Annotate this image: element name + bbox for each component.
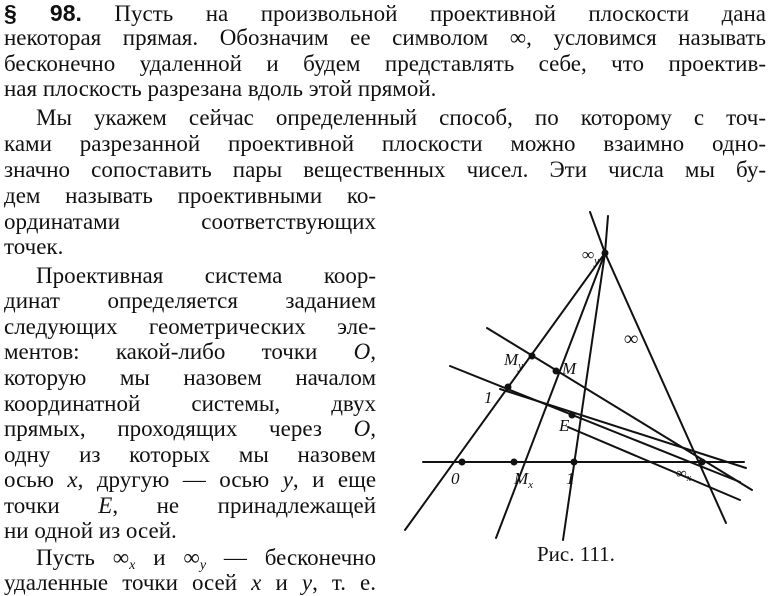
text-span: ментов: какой-либо точки — [4, 339, 354, 364]
label-e: E — [559, 416, 570, 435]
text-line: которую мы назовем началом — [4, 365, 376, 390]
label-one-x: 1 — [566, 469, 575, 488]
text-span: , другую — осью — [77, 467, 283, 492]
text-span: x — [251, 570, 262, 595]
line-inf-y-up-2 — [605, 216, 608, 253]
point-inf-y — [602, 250, 609, 257]
text-span: , и еще — [292, 467, 377, 492]
text-line: ни одной из осей. — [4, 518, 177, 543]
point-m-x — [511, 459, 518, 466]
text-span: y — [282, 467, 293, 492]
text-span: , т. е. — [312, 570, 376, 595]
subscript: y — [199, 558, 207, 573]
text-span: и — [261, 570, 302, 595]
text-span: Пусть ∞ — [36, 545, 130, 570]
line-inf-y-to-mx — [496, 253, 605, 538]
text-span: y — [301, 570, 313, 595]
text-span: , не принадлежащей — [112, 493, 377, 518]
text-line: дем называть проективными ко- — [4, 183, 376, 208]
text-span: O, — [353, 339, 376, 364]
text-line — [4, 1, 766, 26]
text-line: одну из которых мы назовем — [4, 442, 376, 467]
text-span: — бесконечно — [206, 545, 376, 570]
text-span: x — [67, 467, 78, 492]
text-line: ординатами соответствующих — [4, 209, 376, 234]
text-line: Мы укажем сейчас определенный способ, по которому с точ- — [36, 105, 766, 130]
line-inf-y-to-inf-x — [605, 253, 726, 523]
text-span: удаленные точки осей — [4, 570, 252, 595]
text-line: следующих геометрических эле- — [4, 314, 376, 339]
point-m-y — [529, 353, 536, 360]
text-line: ная плоскость разрезана вдоль этой прямой. — [4, 76, 437, 101]
point-one-y — [505, 384, 512, 391]
text-line — [4, 417, 376, 441]
figure-111 — [380, 205, 769, 545]
text-span: Пусть на произвольной проективной плоскости дана — [114, 1, 766, 26]
point-o — [459, 459, 466, 466]
point-inf-x — [699, 459, 706, 466]
label-m-x: $M_x$ — [514, 469, 534, 491]
label-one-y: 1 — [484, 388, 493, 407]
text-span: точки — [4, 493, 99, 518]
text-span: и ∞ — [135, 545, 200, 570]
text-line: бесконечно удаленной и будем представлять себе, что проектив- — [4, 51, 766, 76]
line-from-one-y — [450, 366, 740, 482]
label-m-y: $M_y$ — [504, 350, 524, 372]
text-line: точек. — [4, 234, 64, 259]
line-from-my — [487, 328, 752, 490]
label-inf-x: $\infty_x$ — [676, 466, 692, 484]
text-line: значно сопоставить пары вещественных чисел. Эти числа мы бу- — [4, 157, 766, 182]
text-line: ками разрезанной проективной плоскости можно взаимно одно- — [4, 131, 766, 156]
section-number: § 98. — [4, 0, 82, 26]
text-line — [4, 340, 376, 364]
text-line: координатной системы, двух — [4, 391, 376, 416]
label-o: 0 — [451, 469, 460, 488]
point-one-x — [571, 459, 578, 466]
text-span: прямых, проходящих через — [4, 416, 354, 441]
text-line — [4, 571, 376, 595]
label-inf-y: $\infty_y$ — [582, 245, 600, 267]
text-span: O, — [353, 416, 376, 441]
point-m — [553, 368, 560, 375]
text-line: некоторая прямая. Обозначим ее символом ∞, условимся называть — [4, 25, 766, 50]
text-line — [4, 468, 376, 492]
figure-caption: Рис. 111. — [537, 542, 615, 566]
label-inf: ∞ — [624, 328, 639, 350]
text-line: Проективная система коор- — [36, 263, 376, 288]
point-e — [569, 412, 576, 419]
label-m: M — [562, 359, 577, 378]
text-span: осью — [4, 467, 68, 492]
text-line — [4, 494, 376, 518]
subscript: x — [129, 558, 136, 573]
label-inf-y-text: ∞ — [582, 245, 595, 264]
text-line: динат определяется заданием — [4, 288, 376, 313]
text-span: E — [98, 493, 113, 518]
